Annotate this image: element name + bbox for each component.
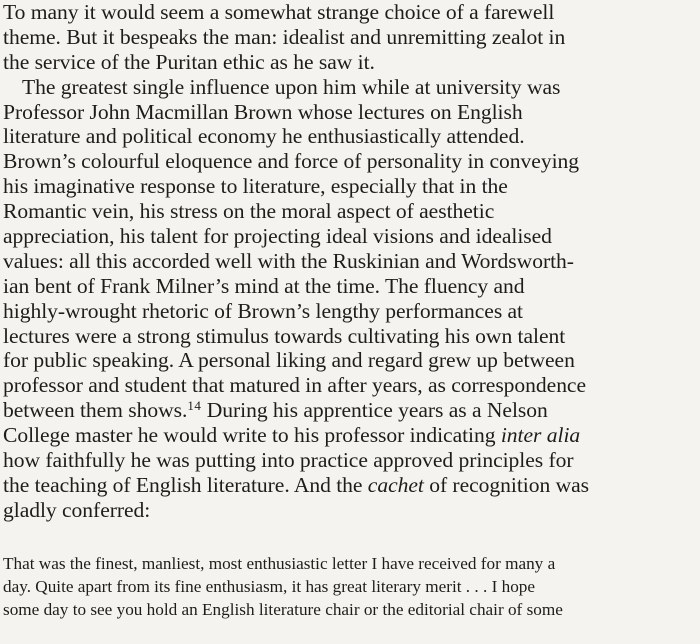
block-quotation: [3, 553, 700, 621]
text-line: the service of the Puritan ethic as he saw it.: [3, 49, 375, 74]
text-fragment: During his apprentice years as a Nelson: [201, 398, 548, 423]
text-line: Romantic vein, his stress on the moral aspect of aesthetic: [3, 199, 495, 224]
paragraph-first-line: The greatest single influence upon him while at university was: [22, 74, 561, 99]
italic-word: cachet: [367, 472, 424, 497]
text-line: professor and student that matured in after years, as correspondence: [3, 373, 587, 398]
text-line: To many it would seem a somewhat strange choice of a farewell: [3, 0, 555, 24]
text-line: [3, 398, 700, 423]
text-line: values: all this accorded well with the Ruskinian and Wordsworth-: [3, 248, 574, 273]
footnote-reference: 14: [187, 398, 202, 414]
text-line: lectures were a strong stimulus towards cultivating his own talent: [3, 323, 566, 348]
text-line: [3, 423, 700, 448]
text-line: highly-wrought rhetoric of Brown’s lengthy performances at: [3, 298, 524, 323]
text-line: for public speaking. A personal liking and regard grew up between: [3, 348, 575, 373]
text-line: how faithfully he was putting into practice approved principles for: [3, 448, 574, 473]
text-line: [3, 473, 700, 498]
text-line: Professor John Macmillan Brown whose lectures on English: [3, 99, 523, 124]
italic-phrase: inter alia: [500, 423, 581, 448]
text-fragment: between them shows.: [3, 398, 188, 423]
text-line: Brown’s colourful eloquence and force of personality in conveying: [3, 149, 580, 174]
text-line: ian bent of Frank Milner’s mind at the time. The fluency and: [3, 273, 525, 298]
text-fragment: of recognition was: [423, 472, 590, 497]
text-line: gladly conferred:: [3, 497, 151, 522]
text-line: his imaginative response to literature, especially that in the: [3, 174, 508, 199]
quote-line: day. Quite apart from its fine enthusiasm, it has great literary merit . . . I hope: [3, 576, 536, 596]
text-line: literature and political economy he enthusiastically attended.: [3, 124, 525, 149]
text-line: appreciation, his talent for projecting ideal visions and idealised: [3, 224, 552, 249]
text-fragment: College master he would write to his professor indicating: [3, 423, 501, 448]
quote-line: That was the finest, manliest, most enthusiastic letter I have received for many a: [3, 554, 556, 573]
text-line: theme. But it bespeaks the man: idealist and unremitting zealot in: [3, 24, 566, 49]
quote-line: some day to see you hold an English literature chair or the editorial chair of some: [3, 599, 563, 619]
text-fragment: the teaching of English literature. And the: [3, 472, 368, 497]
body-text: [3, 0, 700, 523]
